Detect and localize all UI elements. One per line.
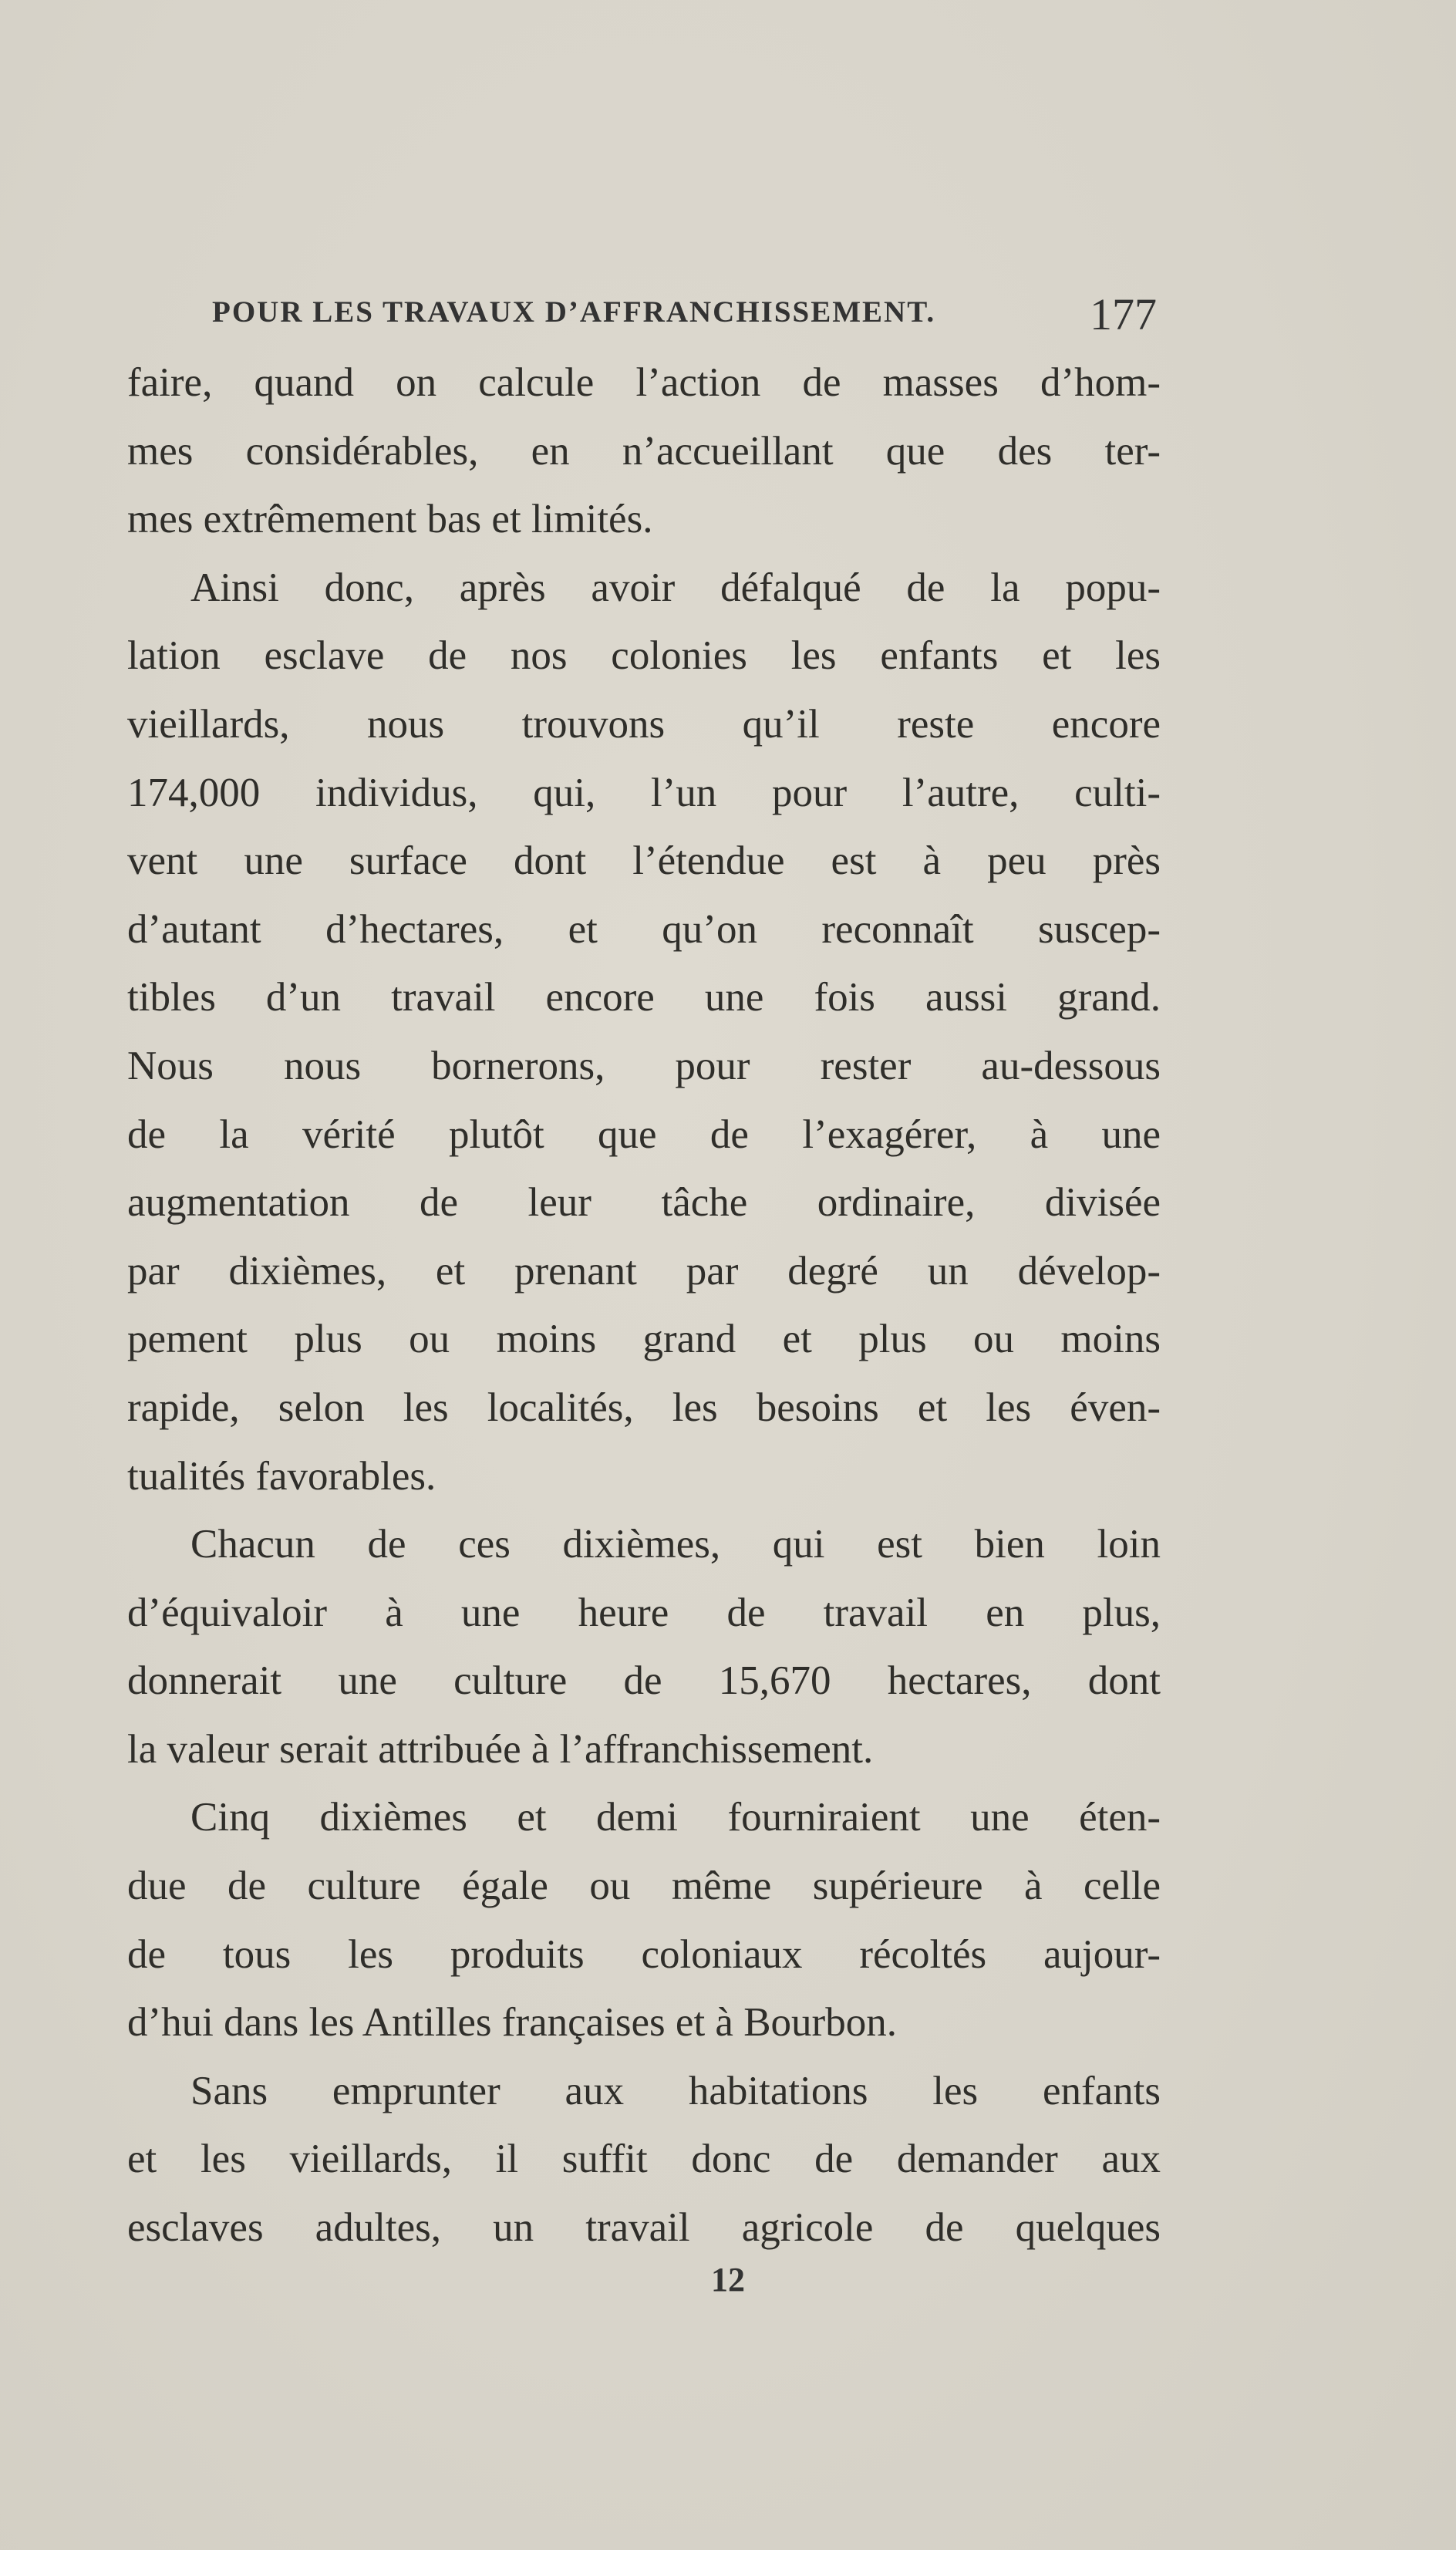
text-line: d’autant d’hectares, et qu’on reconnaît suscep- xyxy=(127,906,1161,952)
signature-mark: 12 xyxy=(711,2261,745,2299)
page-header xyxy=(212,288,1157,342)
text-line: vent une surface dont l’étendue est à peu près xyxy=(127,838,1161,884)
text-line: lation esclave de nos colonies les enfants et les xyxy=(127,633,1161,679)
text-line: mes extrêmement bas et limités. xyxy=(127,497,653,542)
text-line: donnerait une culture de 15,670 hectares, dont xyxy=(127,1658,1161,1704)
paragraph-start-line: Cinq dixièmes et demi fourniraient une éten- xyxy=(190,1795,1161,1840)
text-line: rapide, selon les localités, les besoins et les éven- xyxy=(127,1385,1161,1430)
text-line: Nous nous bornerons, pour rester au-dessous xyxy=(127,1043,1161,1088)
page-number: 177 xyxy=(1090,289,1157,339)
body-text xyxy=(127,349,1161,2262)
text-line: d’hui dans les Antilles françaises et à Bourbon. xyxy=(127,2000,897,2046)
paragraph-start-line: Chacun de ces dixièmes, qui est bien loin xyxy=(190,1522,1161,1567)
running-head: POUR LES TRAVAUX D’AFFRANCHISSEMENT. xyxy=(212,295,936,329)
text-line: tibles d’un travail encore une fois aussi grand. xyxy=(127,975,1161,1020)
text-line: augmentation de leur tâche ordinaire, divisée xyxy=(127,1180,1161,1226)
text-line: faire, quand on calcule l’action de masses d’hom- xyxy=(127,360,1161,405)
text-line: esclaves adultes, un travail agricole de quelques xyxy=(127,2205,1161,2251)
text-line: d’équivaloir à une heure de travail en plus, xyxy=(127,1590,1161,1635)
text-line: mes considérables, en n’accueillant que des ter- xyxy=(127,428,1161,474)
text-line: 174,000 individus, qui, l’un pour l’autre, culti- xyxy=(127,770,1161,815)
text-line: de la vérité plutôt que de l’exagérer, à une xyxy=(127,1111,1161,1157)
paragraph-start-line: Ainsi donc, après avoir défalqué de la popu- xyxy=(190,565,1161,610)
text-line: pement plus ou moins grand et plus ou moins xyxy=(127,1317,1161,1362)
text-line: due de culture égale ou même supérieure à celle xyxy=(127,1864,1161,1909)
text-line: et les vieillards, il suffit donc de demander aux xyxy=(127,2137,1161,2182)
text-line: de tous les produits coloniaux récoltés aujour- xyxy=(127,1931,1161,1977)
text-line: vieillards, nous trouvons qu’il reste encore xyxy=(127,701,1161,747)
text-line: tualités favorables. xyxy=(127,1453,436,1499)
paragraph-start-line: Sans emprunter aux habitations les enfants xyxy=(190,2068,1161,2113)
text-line: par dixièmes, et prenant par degré un dévelop- xyxy=(127,1248,1161,1294)
text-line: la valeur serait attribuée à l’affranchissement. xyxy=(127,1726,874,1772)
